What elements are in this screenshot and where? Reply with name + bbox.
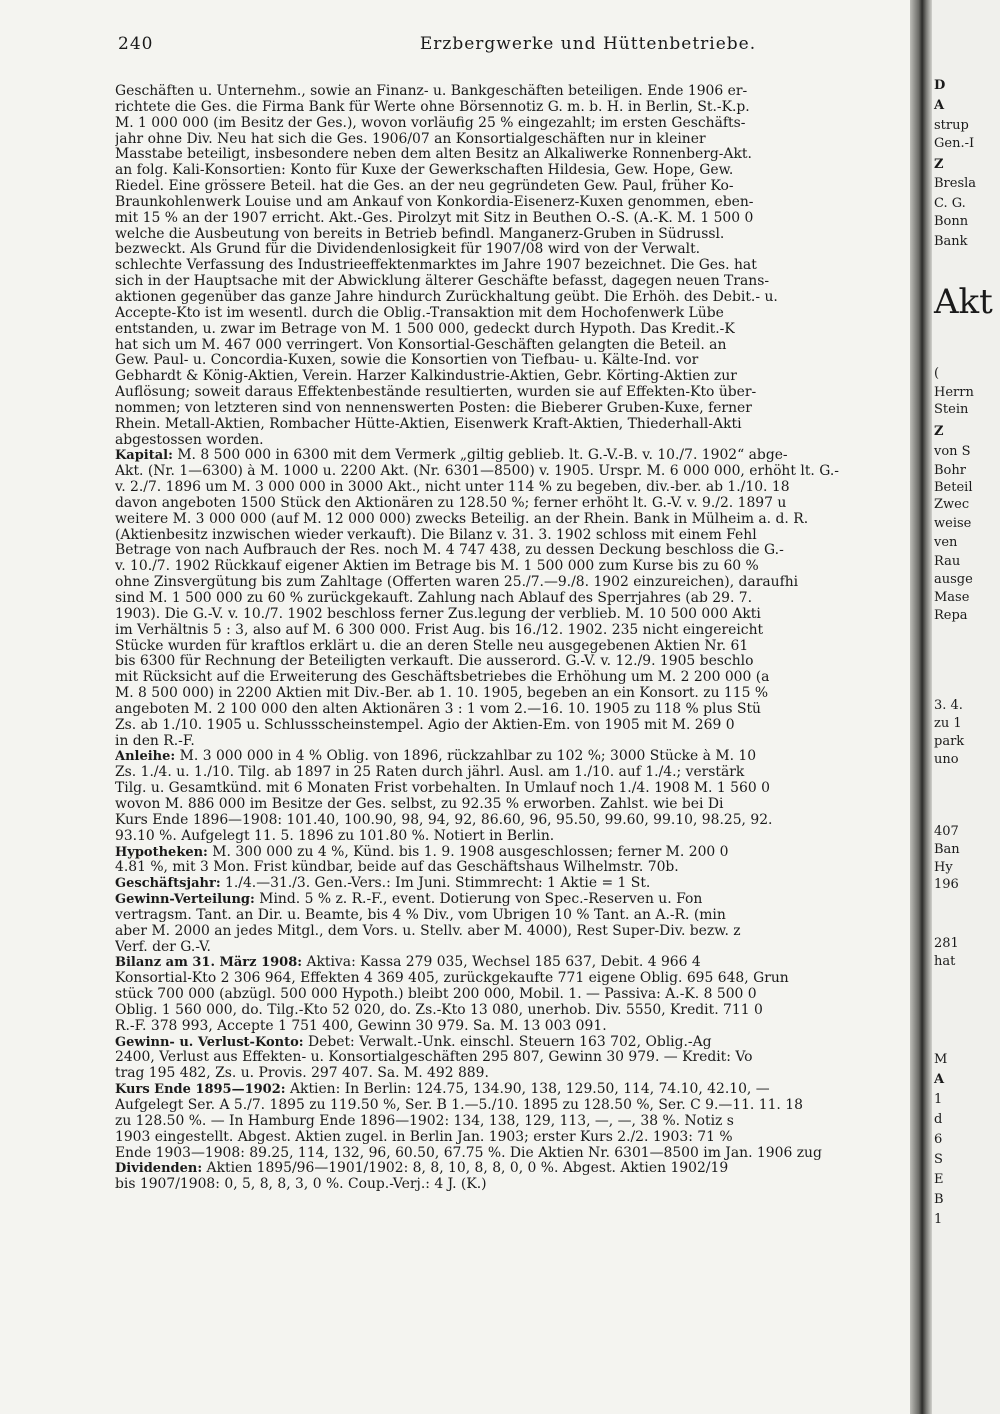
next-page-fragment: Beteil <box>934 480 973 495</box>
text-line: Stücke wurden für kraftlos erklärt u. die an deren Stelle neu ausgegebenen Aktien Nr. 61 <box>115 638 749 654</box>
text-line: hat sich um M. 467 000 verringert. Von Konsortial-Geschäften gelangten die Beteil. an <box>115 337 727 353</box>
next-page-fragment: E <box>934 1172 944 1187</box>
next-page-fragment: Repa <box>934 608 968 623</box>
text-segment: M. 8 500 000 in 6300 mit dem Vermerk „giltig geblieb. lt. G.-V.-B. v. 10./7. 1902“ abge- <box>172 448 788 464</box>
next-page-fragment: Mase <box>934 590 970 605</box>
text-line <box>115 955 905 971</box>
page-number: 240 <box>118 34 154 54</box>
section-heading: Geschäftsjahr: <box>115 876 221 892</box>
page-header <box>118 34 908 60</box>
text-line: Aufgelegt Ser. A 5./7. 1895 zu 119.50 %, Ser. B 1.—5./10. 1895 zu 128.50 %, Ser. C 9.—11. 11. 18 <box>115 1098 803 1113</box>
next-page-fragment: Bohr <box>934 463 966 478</box>
text-line: v. 10./7. 1902 Rückkauf eigener Aktien im Betrage bis M. 1 500 000 zum Kurse bis zu 60 % <box>115 559 759 575</box>
section-heading: Bilanz am 31. März 1908: <box>115 955 303 971</box>
text-line: 1903 eingestellt. Abgest. Aktien zugel. in Berlin Jan. 1903; erster Kurs 2./2. 1903: 71 % <box>115 1129 733 1145</box>
next-page-fragment: Rau <box>934 554 961 569</box>
text-segment: Aktien 1895/96—1901/1902: 8, 8, 10, 8, 8, 0, 0 %. Abgest. Aktien 1902/19 <box>202 1161 729 1177</box>
next-page-fragment: Herrn <box>934 385 974 400</box>
text-line: mit Rücksicht auf die Erweiterung des Geschäftsbetriebes die Erhöhung um M. 2 200 000 (a <box>115 670 770 686</box>
next-page-fragment: Z <box>934 424 944 439</box>
text-line: 93.10 %. Aufgelegt 11. 5. 1896 zu 101.80 %. Notiert in Berlin. <box>115 828 555 844</box>
next-page-fragment: strup <box>934 118 969 133</box>
text-line: im Verhältnis 5 : 3, also auf M. 6 300 000. Frist Aug. bis 16./12. 1902. 235 nicht eingereicht <box>115 622 764 638</box>
text-line: bezweckt. Als Grund für die Dividendenlosigkeit für 1907/08 wird von der Verwalt. <box>115 242 701 258</box>
next-page-fragment: 3. 4. <box>934 698 963 713</box>
text-segment: Debet: Verwalt.-Unk. einschl. Steuern 163 702, Oblig.-Ag <box>303 1034 712 1050</box>
text-line: stück 700 000 (abzügl. 500 000 Hypoth.) bleibt 200 000, Mobil. 1. — Passiva: A.-K. 8 500 0 <box>115 987 757 1003</box>
next-page-fragment: Bank <box>934 234 968 249</box>
text-line: Gew. Paul- u. Concordia-Kuxen, sowie die Konsortien von Tiefbau- u. Kälte-Ind. vor <box>115 353 699 369</box>
next-page-fragment: M <box>934 1052 948 1067</box>
text-line: welche die Ausbeutung von bereits in Betrieb befindl. Manganerz-Gruben in Südrussl. <box>115 226 725 242</box>
text-line: aber M. 2000 an jedes Mitgl., dem Vors. u. Stellv. aber M. 4000), Rest Super-Div. bezw. z <box>115 923 741 939</box>
text-line <box>115 892 905 908</box>
text-line: bis 6300 für Rechnung der Beteiligten verkauft. Die ausserord. G.-V. v. 12./9. 1905 beschlo <box>115 654 754 670</box>
text-line <box>115 749 905 765</box>
next-page-fragment: 196 <box>934 877 959 892</box>
next-page-fragment: Akt <box>934 282 993 322</box>
section-heading: Hypotheken: <box>115 844 208 860</box>
next-page-fragment: 407 <box>934 824 959 839</box>
next-page-fragment: Hy <box>934 860 953 875</box>
text-line <box>115 845 905 861</box>
text-line: Akt. (Nr. 1—6300) à M. 1000 u. 2200 Akt. (Nr. 6301—8500) v. 1905. Urspr. M. 6 000 000, erhöht lt. G.- <box>115 464 839 480</box>
next-page-fragment: 281 <box>934 936 959 951</box>
text-line: in den R.-F. <box>115 733 195 749</box>
section-heading: Anleihe: <box>115 749 176 765</box>
next-page-fragment: S <box>934 1152 943 1167</box>
text-line: mit 15 % an der 1907 erricht. Akt.-Ges. Pirolzyt mit Sitz in Beuthen O.-S. (A.-K. M. 1 500 0 <box>115 210 754 226</box>
next-page-fragment: weise <box>934 516 972 531</box>
next-page-fragment: A <box>934 1072 945 1087</box>
text-line: entstanden, u. zwar im Betrage von M. 1 500 000, gedeckt durch Hypoth. Das Kredit.-K <box>115 321 735 337</box>
section-heading: Gewinn-Verteilung: <box>115 892 255 908</box>
next-page-fragment: B <box>934 1192 944 1207</box>
text-line: Braunkohlenwerk Louise und am Ankauf von Konkordia-Eisenerz-Kuxen genommen, eben- <box>115 194 754 210</box>
text-line <box>115 448 905 464</box>
body-text <box>115 84 905 1193</box>
text-line: weitere M. 3 000 000 (auf M. 12 000 000) zwecks Beteilig. an der Rhein. Bank in Mülheim a. d. R. <box>115 511 809 527</box>
next-page-fragment: d <box>934 1112 943 1127</box>
next-page-fragment: A <box>934 98 945 113</box>
text-line: zu 128.50 %. — In Hamburg Ende 1896—1902: 134, 138, 129, 113, —, —, 38 %. Notiz s <box>115 1113 734 1129</box>
text-line: richtete die Ges. die Firma Bank für Werte ohne Börsennotiz G. m. b. H. in Berlin, St.-K.p. <box>115 99 750 115</box>
text-segment: Aktien: In Berlin: 124.75, 134.90, 138, 129.50, 114, 74.10, 42.10, — <box>285 1082 770 1098</box>
next-page-fragment: Bonn <box>934 214 969 229</box>
text-segment: M. 300 000 zu 4 %, Künd. bis 1. 9. 1908 ausgeschlossen; ferner M. 200 0 <box>207 844 729 860</box>
text-line <box>115 876 905 892</box>
next-page-fragment: zu 1 <box>934 716 962 731</box>
text-segment: Mind. 5 % z. R.-F., event. Dotierung von Spec.-Reserven u. Fon <box>254 892 703 908</box>
next-page-fragment: 1 <box>934 1092 943 1107</box>
next-page-fragment: park <box>934 734 965 749</box>
section-heading: Kurs Ende 1895—1902: <box>115 1082 286 1098</box>
text-line: (Aktienbesitz inzwischen wieder verkauft). Die Bilanz v. 31. 3. 1902 schloss mit einem Fehl <box>115 527 757 543</box>
next-page-fragment: hat <box>934 954 956 969</box>
text-line: Riedel. Eine grössere Beteil. hat die Ges. an der neu gegründeten Gew. Paul, früher Ko- <box>115 179 734 195</box>
text-line: M. 8 500 000) in 2200 Aktien mit Div.-Ber. ab 1. 10. 1905, begeben an ein Konsort. zu 115 % <box>115 686 769 702</box>
next-page-fragment: Gen.-I <box>934 136 975 151</box>
text-line: schlechte Verfassung des Industrieeffektenmarktes im Jahre 1907 bezeichnet. Die Ges. hat <box>115 258 757 274</box>
next-page-fragment: Stein <box>934 402 969 417</box>
book-gutter <box>910 0 932 1414</box>
text-line: R.-F. 378 993, Accepte 1 751 400, Gewinn 30 979. Sa. M. 13 003 091. <box>115 1018 607 1034</box>
next-page-fragment: Zwec <box>934 497 970 512</box>
text-line: angeboten M. 2 100 000 den alten Aktionären 3 : 1 vom 2.—16. 10. 1905 zu 118 % plus Stü <box>115 701 761 717</box>
section-heading: Gewinn- u. Verlust-Konto: <box>115 1034 304 1050</box>
next-page-fragment: ven <box>934 535 958 550</box>
text-line: an folg. Kali-Konsortien: Konto für Kuxe der Gewerkschaften Hildesia, Gew. Hope, Gew. <box>115 163 734 179</box>
running-title: Erzbergwerke und Hüttenbetriebe. <box>419 34 757 54</box>
text-line: sind M. 1 500 000 zu 60 % zurückgekauft. Zahlung nach Ablauf des Sperrjahres (ab 29. 7. <box>115 591 753 606</box>
next-page-fragment: D <box>934 78 946 93</box>
text-line: wovon M. 886 000 im Besitze der Ges. selbst, zu 92.35 % erworben. Zahlst. wie bei Di <box>115 796 724 812</box>
text-segment: M. 3 000 000 in 4 % Oblig. von 1896, rückzahlbar zu 102 %; 3000 Stücke à M. 10 <box>175 749 757 765</box>
next-page-fragment: uno <box>934 752 959 767</box>
section-heading: Kapital: <box>115 448 173 464</box>
text-line: Rhein. Metall-Aktien, Rombacher Hütte-Aktien, Eisenwerk Kraft-Aktien, Thiederhall-Akti <box>115 416 742 432</box>
text-line: Zs. 1./4. u. 1./10. Tilg. ab 1897 in 25 Raten durch jährl. Ausl. am 1./10. auf 1./4.; verstärk <box>115 765 745 781</box>
text-line: 1903). Die G.-V. v. 10./7. 1902 beschloss ferner Zus.legung der verblieb. M. 10 500 000 Akti <box>115 606 761 622</box>
next-page-fragment: von S <box>934 444 971 459</box>
text-line <box>115 1161 905 1177</box>
text-line: jahr ohne Div. Neu hat sich die Ges. 1906/07 an Konsortialgeschäften nur in kleiner <box>115 131 706 147</box>
text-line: 4.81 %, mit 3 Mon. Frist kündbar, beide auf das Geschäftshaus Wilhelmstr. 70b. <box>115 860 679 876</box>
next-page-fragment: ( <box>934 366 940 381</box>
text-line: sich in der Hauptsache mit der Abwicklung älterer Geschäfte befasst, dagegen neuen Trans- <box>115 274 770 290</box>
text-segment: 1./4.—31./3. Gen.-Vers.: Im Juni. Stimmrecht: 1 Aktie = 1 St. <box>220 876 651 892</box>
section-heading: Dividenden: <box>115 1161 203 1177</box>
text-line: aktionen gegenüber das ganze Jahre hindurch Zurückhaltung geübt. Die Erhöh. des Debit.- u. <box>115 289 778 305</box>
text-line: Tilg. u. Gesamtkünd. mit 6 Monaten Frist vorbehalten. In Umlauf noch 1./4. 1908 M. 1 560 0 <box>115 781 770 797</box>
text-line: Masstabe beteiligt, insbesondere neben dem alten Besitz an Alkaliwerke Ronnenberg-Akt. <box>115 147 752 163</box>
text-segment: Aktiva: Kassa 279 035, Wechsel 185 637, Debit. 4 966 4 <box>302 955 701 971</box>
text-line: ohne Zinsvergütung bis zum Zahltage (Offerten waren 25./7.—9./8. 1902 einzureichen), daraufhi <box>115 575 799 591</box>
next-page-edge <box>932 0 1000 1414</box>
text-line: Kurs Ende 1896—1908: 101.40, 100.90, 98, 94, 92, 86.60, 96, 95.50, 99.60, 99.10, 98.25, 92. <box>115 812 773 828</box>
text-line: Geschäften u. Unternehm., sowie an Finanz- u. Bankgeschäften beteiligen. Ende 1906 er- <box>115 84 748 99</box>
text-line: Zs. ab 1./10. 1905 u. Schlussscheinstempel. Agio der Aktien-Em. von 1905 mit M. 269 0 <box>115 717 735 733</box>
text-line: Verf. der G.-V. <box>115 939 211 955</box>
text-line: Ende 1903—1908: 89.25, 114, 132, 96, 60.50, 67.75 %. Die Aktien Nr. 6301—8500 im Jan. 1906 zug <box>115 1145 822 1161</box>
next-page-fragment: C. G. <box>934 196 966 211</box>
text-line: trag 195 482, Zs. u. Provis. 297 407. Sa. M. 492 889. <box>115 1066 489 1082</box>
text-line <box>115 1035 905 1051</box>
text-line: abgestossen worden. <box>115 432 264 448</box>
next-page-fragment: 1 <box>934 1212 943 1227</box>
next-page-fragment: ausge <box>934 572 973 587</box>
next-page-fragment: Z <box>934 157 944 172</box>
text-line: nommen; von letzteren sind von nennenswerten Posten: die Bieberer Gruben-Kuxe, ferner <box>115 400 752 416</box>
text-line: v. 2./7. 1896 um M. 3 000 000 in 3000 Akt., nicht unter 114 % zu begeben, div.-ber. ab 1./10. 18 <box>115 480 790 496</box>
next-page-fragment: Ban <box>934 842 960 857</box>
text-line: Gebhardt & König-Aktien, Verein. Harzer Kalkindustrie-Aktien, Gebr. Körting-Aktien zur <box>115 369 737 385</box>
text-line: vertragsm. Tant. an Dir. u. Beamte, bis 4 % Div., vom Übrigen 10 % Tant. an A.-R. (min <box>115 907 726 923</box>
next-page-fragment: 6 <box>934 1132 943 1147</box>
text-line: Oblig. 1 560 000, do. Tilg.-Kto 52 020, do. Zs.-Kto 13 080, unerhob. Div. 5550, Kredit. 711 0 <box>115 1002 763 1018</box>
text-line: Auflösung; soweit daraus Effektenbestände resultierten, wurden sie auf Effekten-Kto über- <box>115 385 757 401</box>
text-line: M. 1 000 000 (im Besitz der Ges.), wovon vorläufig 25 % eingezahlt; im ersten Geschäfts- <box>115 115 746 131</box>
text-line: Konsortial-Kto 2 306 964, Effekten 4 369 405, zurückgekaufte 771 eigene Oblig. 695 648, Grun <box>115 971 789 987</box>
text-line: 2400, Verlust aus Effekten- u. Konsortialgeschäften 295 807, Gewinn 30 979. — Kredit: Vo <box>115 1050 753 1066</box>
text-line <box>115 1082 905 1098</box>
text-line: Accepte-Kto ist im wesentl. durch die Oblig.-Transaktion mit dem Hochofenwerk Lübe <box>115 305 724 321</box>
next-page-fragment: Bresla <box>934 176 977 191</box>
text-line: bis 1907/1908: 0, 5, 8, 8, 3, 0 %. Coup.-Verj.: 4 J. (K.) <box>115 1177 487 1193</box>
text-line: davon angeboten 1500 Stück den Aktionären zu 128.50 %; ferner erhöht lt. G.-V. v. 9./2. 1897 u <box>115 495 787 511</box>
text-line: Betrage von nach Aufbrauch der Res. noch M. 4 747 438, zu dessen Deckung beschloss die G.- <box>115 543 784 559</box>
